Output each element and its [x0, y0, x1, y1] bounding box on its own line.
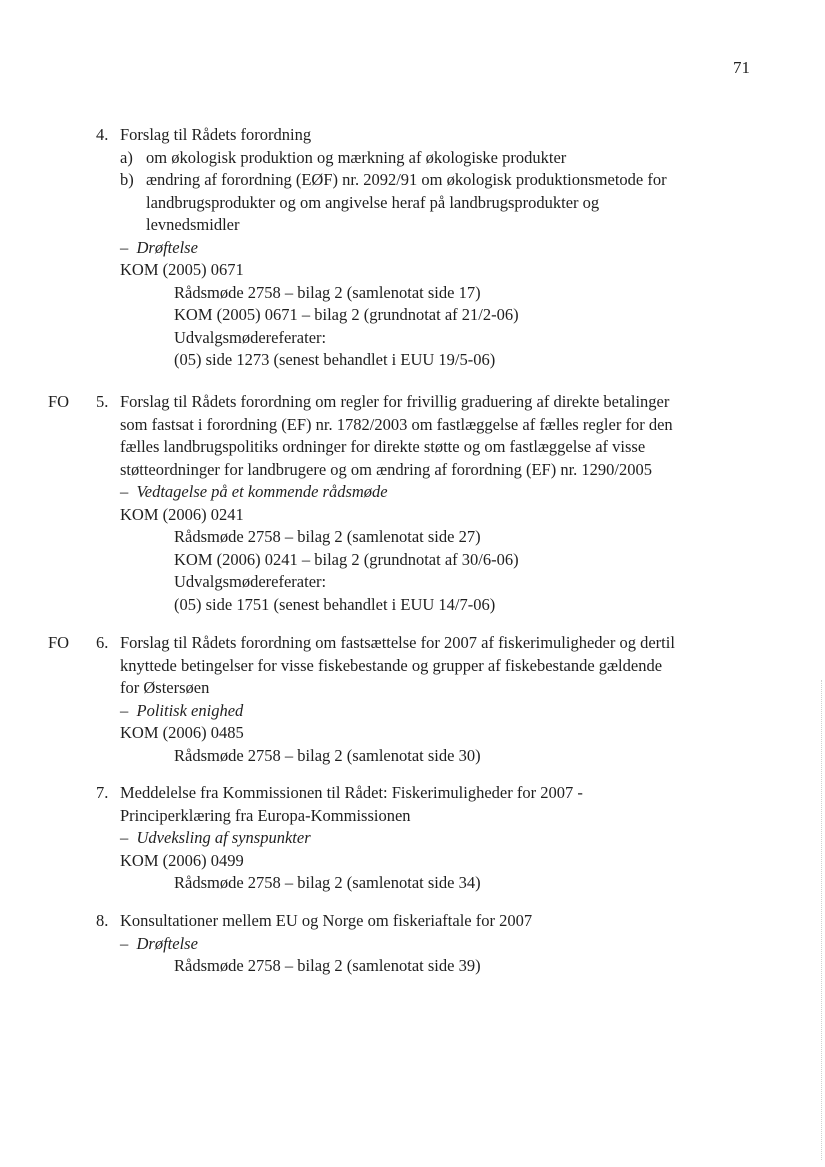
reference-line: Rådsmøde 2758 – bilag 2 (samlenotat side 34) [174, 873, 481, 892]
item-title-line: knyttede betingelser for visse fiskebestande og grupper af fiskebestande gældende [120, 655, 663, 675]
kom-reference: KOM (2006) 0499 [120, 850, 244, 870]
fo-marker: FO [48, 633, 70, 652]
scan-edge-dots [821, 680, 823, 1160]
sub-item-line: landbrugsprodukter og om angivelse heraf på landbrugsprodukter og [146, 192, 600, 212]
item-title-line: Forslag til Rådets forordning [120, 125, 312, 144]
kom-reference: KOM (2005) 0671 [120, 260, 244, 279]
sub-item-line: om økologisk produktion og mærkning af økologiske produkter [146, 147, 567, 167]
item-title-line: Konsultationer mellem EU og Norge om fiskeriaftale for 2007 [120, 911, 533, 930]
dash-glyph: – [120, 828, 137, 847]
action-line [120, 700, 243, 722]
item-number: 7. [96, 783, 109, 802]
item-number: 8. [96, 911, 109, 930]
item-number: 6. [96, 633, 109, 652]
sub-item-letter: a) [120, 147, 133, 167]
reference-line: (05) side 1751 (senest behandlet i EUU 14/7-06) [174, 594, 496, 614]
item-title-line: støtteordninger for landbrugere og om ændring af forordning (EF) nr. 1290/2005 [120, 459, 653, 479]
reference-line: Udvalgsmødereferater: [174, 327, 327, 347]
item-title-line: som fastsat i forordning (EF) nr. 1782/2003 om fastlæggelse af fælles regler for den [120, 414, 673, 434]
item-number: 5. [96, 392, 109, 411]
action-text: Drøftelse [136, 933, 198, 953]
item-title-line: Principerklæring fra Europa-Kommissionen [120, 805, 411, 825]
page-number: 71 [733, 58, 750, 77]
reference-line: Rådsmøde 2758 – bilag 2 (samlenotat side 39) [174, 956, 481, 975]
sub-item-line: levnedsmidler [146, 215, 240, 234]
kom-reference: KOM (2006) 0241 [120, 504, 244, 524]
item-title-line: Meddelelse fra Kommissionen til Rådet: Fiskerimuligheder for 2007 - [120, 783, 583, 802]
sub-item-letter: b) [120, 170, 134, 189]
action-line [120, 237, 198, 259]
reference-line: (05) side 1273 (senest behandlet i EUU 19/5-06) [174, 350, 496, 369]
item-number: 4. [96, 125, 109, 144]
reference-line: KOM (2005) 0671 – bilag 2 (grundnotat af 21/2-06) [174, 305, 519, 324]
dash-glyph: – [120, 933, 137, 953]
reference-line: Udvalgsmødereferater: [174, 572, 327, 591]
action-line [120, 827, 311, 849]
item-title-line: fælles landbrugspolitiks ordninger for direkte støtte og om fastlæggelse af visse [120, 437, 646, 456]
reference-line: KOM (2006) 0241 – bilag 2 (grundnotat af 30/6-06) [174, 549, 519, 569]
item-title-line: for Østersøen [120, 678, 210, 697]
action-text: Politisk enighed [136, 700, 244, 720]
action-text: Drøftelse [136, 237, 198, 257]
dash-glyph: – [120, 482, 137, 501]
dash-glyph: – [120, 237, 137, 257]
action-text: Vedtagelse på et kommende rådsmøde [136, 482, 388, 501]
kom-reference: KOM (2006) 0485 [120, 723, 244, 742]
action-line [120, 481, 388, 503]
item-title-line: Forslag til Rådets forordning om fastsættelse for 2007 af fiskerimuligheder og dertil [120, 633, 675, 652]
dash-glyph: – [120, 700, 137, 720]
reference-line: Rådsmøde 2758 – bilag 2 (samlenotat side 17) [174, 282, 481, 302]
action-line [120, 933, 198, 955]
item-title-line: Forslag til Rådets forordning om regler for frivillig graduering af direkte betalinger [120, 392, 670, 411]
action-text: Udveksling af synspunkter [136, 828, 311, 847]
sub-item-line: ændring af forordning (EØF) nr. 2092/91 om økologisk produktionsmetode for [146, 170, 667, 189]
fo-marker: FO [48, 392, 70, 411]
reference-line: Rådsmøde 2758 – bilag 2 (samlenotat side 27) [174, 527, 481, 546]
reference-line: Rådsmøde 2758 – bilag 2 (samlenotat side 30) [174, 745, 481, 765]
